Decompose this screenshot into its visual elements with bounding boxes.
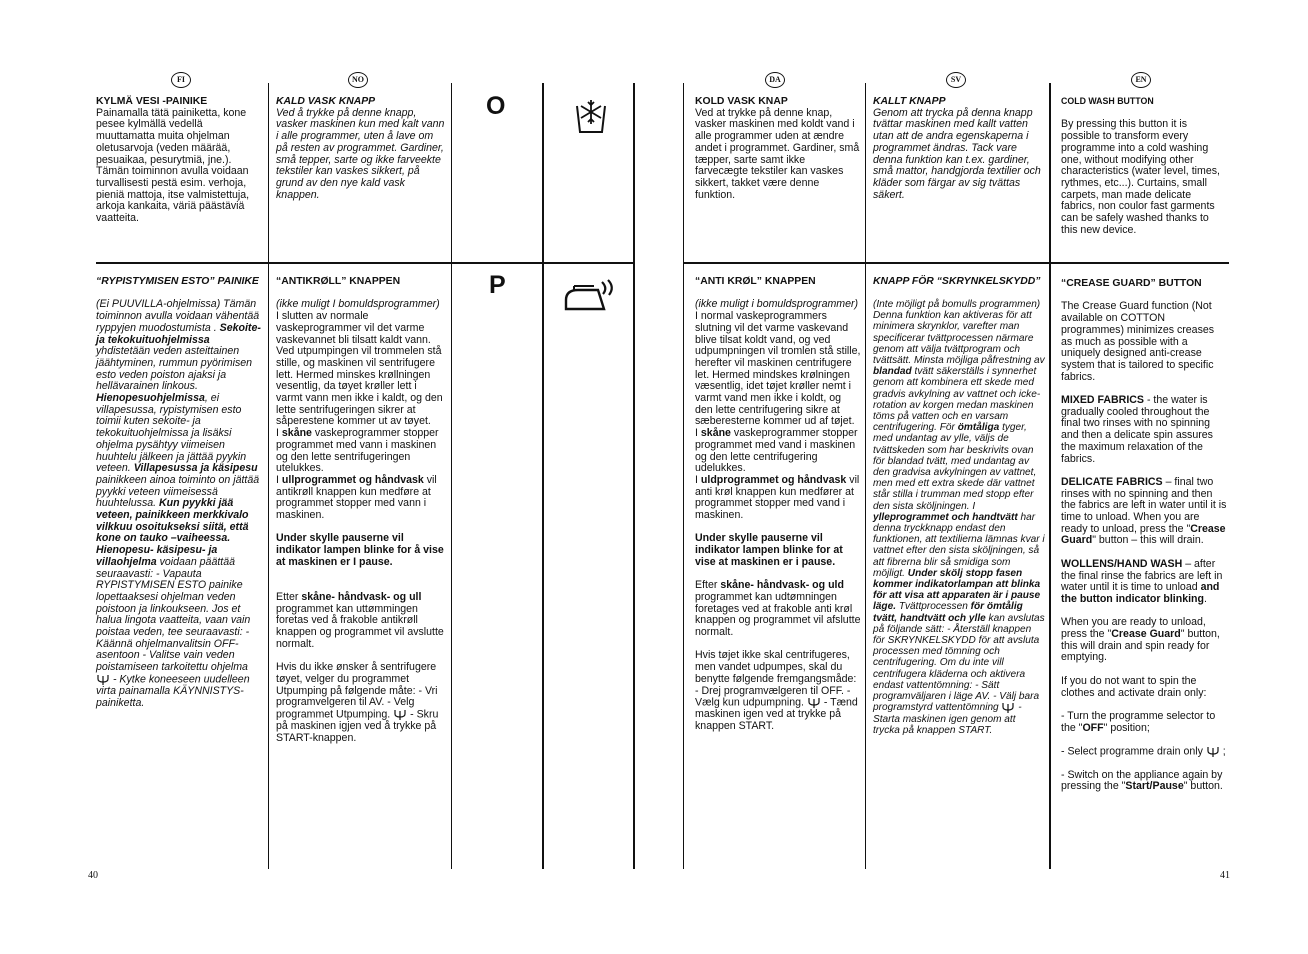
divider xyxy=(633,83,635,869)
en-paragraph: If you do not want to spin the clothes and activate drain only: xyxy=(1061,674,1207,699)
en-bottom-title: “CREASE GUARD” BUTTON xyxy=(1061,278,1202,289)
no-bottom-title: “ANTIKRØLL” KNAPPEN xyxy=(276,276,401,287)
no-paragraph: I slutten av normale vaskeprogrammer vil det varme vaskevannet bli tilsatt kaldt vann. Ved utpumpingen vil trommelen stå stille, og maskinen vil sentrifugere lett. Hermed minskes krøllningen vesentlig, da tøyet krøller lett i varmt vann men ikke i kaldt, og den lette sentrifugeringen sikrer at såperestene kommer ut av tøyet. xyxy=(276,310,443,428)
da-top-title: KOLD VASK KNAP xyxy=(695,96,788,107)
column-no-bottom xyxy=(276,276,446,744)
divider xyxy=(683,83,684,869)
en-paragraph: The Crease Guard function (Not available on COTTON programmes) minimizes creases as much as possible with a uniquely designed anti-crease system that is tailored to specific fabrics. xyxy=(1061,300,1215,383)
column-sv-bottom xyxy=(873,276,1045,736)
no-top-body: Ved å trykke på denne knapp, vasker maskinen kun med kalt vann i alle programmer, uten å lave om på resten av programmet. Gardiner, små tepper, sarte og ikke farveekte tekstiler kan vaskes sikkert, på grund av den nye kald vask knappen. xyxy=(276,106,445,201)
language-badge-no: NO xyxy=(348,72,368,88)
da-top-body: Ved at trykke på denne knap, vasker maskinen med koldt vand i alle programmer uden at ændre andet i programmet. Gardiner, små tæpper, sarte samt ikke farvecægte tekstiler kan vaskes sikkert, takket være denne funktion. xyxy=(695,106,860,201)
sv-top-body: Genom att trycka på denna knapp tvättar maskinen med kallt vatten utan att de andra egenskaperna i programmet ändras. Tack vare denna funktion kan t.ex. gardiner, små mattor, handgjorda textilier och kläder som färgar av sig tvättas säkert. xyxy=(873,106,1041,201)
divider xyxy=(865,83,866,869)
fi-top-title: KYLMÄ VESI -PAINIKE xyxy=(96,96,208,107)
section-divider xyxy=(96,262,634,264)
sv-paragraph: (Inte möjligt på bomulls programmen) Denna funktion kan aktiveras för att minimera skrynklor, varefter man specificerar tvättprocessen närmare genom att välja tvättprogram och tvättsätt. Minsta möjliga påfrestning av blandad tvätt säkerställs i synnerhet genom att kombinera ett skede med gradvis avkylning av vattnet och icke-rotation av korgen medan maskinen töms på vatten och en varsam centrifugering. För ömtåliga tyger, med undantag av ylle, väljs de tvättskeden som har beskrivits ovan för blandad tvätt, med undantag av den gradvisa avkylningen av vattnet, men med ett extra skede där vattnet står stilla i trumman med stopp efter den sista sköljningen. I ylleprogrammet och handtvätt har denna tryckknapp endast den funktionen, att textilierna lämnas kvar i vattnet efter den sista sköljningen, så att fibrerna blir så smidiga som möjligt. Under skölj stopp fasen kommer indikatorlampan att blinka för att visa att apparaten är i pause läge. Tvättprocessen för ömtålig tvätt, handtvätt och ylle kan avslutas på följande sätt: - Återställ knappen för SKRYNKELSKYDD för att avsluta processen med tömning och centrifugering. Om du inte vill centrifugera kläderna och aktivera endast vattentömning: - Sätt programväljaren i läge AV. - Välj bara programstyrd vattentömning - Starta maskinen igen genom att trycka på knappen START. xyxy=(873,298,1045,736)
en-paragraph: When you are ready to unload, press the "Crease Guard" button, this will drain and spin ready for emptying. xyxy=(1061,616,1220,664)
en-paragraph: WOLLENS/HAND WASH – after the final rinse the fabrics are left in water until it is time to unload and the button indicator blinking. xyxy=(1061,557,1223,605)
no-paragraph: I ullprogrammet og håndvask vil antikrøll knappen kun medføre at programmet stopper med vann i maskinen. xyxy=(276,473,437,522)
column-da-bottom xyxy=(695,276,861,733)
button-letter-crease: P xyxy=(489,271,506,299)
divider xyxy=(268,83,269,869)
en-paragraph: - Turn the programme selector to the "OFF" position; xyxy=(1061,709,1216,734)
iron-icon xyxy=(562,278,620,314)
fi-top-body: Painamalla tätä painiketta, kone pesee kylmällä vedellä muuttamatta muita ohjelman oletusarvoja (veden määrää, pesuaikaa, pesurytmiä, jne.). Tämän toiminnon avulla voidaan turvallisesti pestä esim. verhoja, pieniä mattoja, itse valmistettuja, arkoja kankaita, väriä päästäviä vaatteita. xyxy=(96,106,250,225)
drain-icon xyxy=(1001,702,1015,713)
en-paragraph: - Switch on the appliance again by pressing the "Start/Pause" button. xyxy=(1061,768,1223,793)
column-da xyxy=(695,96,861,201)
divider xyxy=(542,83,544,869)
sv-top-title: KALLT KNAPP xyxy=(873,96,946,107)
fi-paragraph: (Ei PUUVILLA-ohjelmissa) Tämän toiminnon avulla voidaan vähentää ryppyjen muodostumista . Sekoite- ja tekokuituohjelmissa yhdistetään veden asteittainen jäähtyminen, rummun pyörimisen esto veden poiston ajaksi ja hellävarainen linkous. Hienopesuohjelmissa, ei villapesussa, rypistymisen esto toimii kuten sekoite- ja tekokuituohjelmissa ja lisäksi ohjelma pysähtyy viimeisen huuhtelu jälkeen ja jättää pyykin veteen. Villapesussa ja käsipesu painikkeen ainoa toiminto on jättää pyykki veteen viimeisessä huuhtelussa. Kun pyykki jää veteen, painikkeen merkkivalo vilkkuu osoitukseksi siitä, että kone on tauko –vaiheessa. Hienopesu- käsipesu- ja villaohjelma voidaan päättää seuraavasti: - Vapauta RYPISTYMISEN ESTO painike lopettaaksesi ohjelman veden poistoon ja linkoukseen. Jos et halua lingota vaatteita, vaan vain poistaa veden, tee seuraavasti: - Käännä ohjelmanvalitsin OFF-asentoon - Valitse vain veden poistamiseen tarkoitettu ohjelma - Kytke koneeseen uudelleen virta painamalla KÄYNNISTYS-painiketta. xyxy=(96,298,261,709)
no-paragraph: Etter skåne- håndvask- og ull programmet kan uttømmingen foretas ved å frakoble antikrøll knappen og programmet vil avslutte normalt. xyxy=(276,590,444,650)
en-paragraph: - Select programme drain only ; xyxy=(1061,745,1226,758)
language-badge-fi: FI xyxy=(171,72,191,88)
en-top-body: By pressing this button it is possible to transform every programme into a cold washing one, without modifying other characteristics (water level, times, rythmes, etc...). Curtains, small carpets, man made delicate fabrics, non coulor fast garments can be safely washed thanks to this new device. xyxy=(1061,118,1220,236)
divider xyxy=(451,83,452,869)
no-note: (ikke muligt I bomuldsprogrammer) xyxy=(276,298,440,311)
drain-icon xyxy=(1206,746,1220,757)
divider xyxy=(1049,83,1051,869)
column-fi-bottom xyxy=(96,276,264,709)
column-sv xyxy=(873,96,1045,201)
no-paragraph: I skåne vaskeprogrammer stopper programmet med vann i maskinen og den lette sentrifugeringen utelukkes. xyxy=(276,427,439,475)
column-en-bottom xyxy=(1061,278,1227,793)
da-bottom-title: “ANTI KRØL” KNAPPEN xyxy=(695,276,816,287)
page-number-right: 41 xyxy=(1220,870,1230,881)
da-paragraph: Efter skåne- håndvask- og uld programmet kan udtømningen foretages ved at frakoble anti krøl knappen og programmet vil afslutte normalt. xyxy=(695,579,861,639)
da-paragraph: Under skylle pauserne vil indikator lampen blinke for at vise at maskinen er i pause. xyxy=(695,532,843,568)
en-top-title: COLD WASH BUTTON xyxy=(1061,96,1154,106)
drain-icon xyxy=(96,674,110,685)
no-top-title: KALD VASK KNAPP xyxy=(276,96,376,107)
snowflake-basin-icon xyxy=(574,96,608,136)
column-no xyxy=(276,96,446,201)
column-en xyxy=(1061,96,1227,236)
no-paragraph: Under skylle pauserne vil indikator lampen blinke for å vise at maskinen er I pause. xyxy=(276,532,444,568)
drain-icon xyxy=(807,697,821,708)
da-note: (ikke muligt i bomuldsprogrammer) xyxy=(695,298,859,311)
no-paragraph: Hvis du ikke ønsker å sentrifugere tøyet, velger du programmet Utpumping på følgende måte: - Vri programvelgeren til AV. - Velg programmet Utpumping. - Skru på maskinen igjen ved å trykke på START-knappen. xyxy=(276,661,439,744)
language-badge-da: DA xyxy=(765,72,785,88)
sv-bottom-title: KNAPP FÖR “SKRYNKELSKYDD” xyxy=(873,276,1041,287)
section-divider xyxy=(683,262,1229,264)
en-paragraph: DELICATE FABRICS – final two rinses with no spinning and then the fabrics are left in water until it is time to unload. When you are ready to unload, press the "Crease Guard" button – this will drain. xyxy=(1061,475,1227,547)
en-paragraph: MIXED FABRICS - the water is gradually cooled throughout the final two rinses with no spinning and then a delicate spin assures the maximum relaxation of the fabrics. xyxy=(1061,394,1213,465)
fi-bottom-title: “RYPISTYMISEN ESTO” PAINIKE xyxy=(96,276,259,287)
drain-icon xyxy=(393,709,407,720)
page-number-left: 40 xyxy=(88,870,98,881)
button-letter-cold: O xyxy=(486,92,506,120)
da-paragraph: I skåne vaskeprogrammer stopper programmet med vand i maskinen og den lette centrifugering udelukkes. xyxy=(695,427,858,475)
da-paragraph: I uldprogrammet og håndvask vil anti krøl knappen kun medfører at programmet stopper med vand i maskinen. xyxy=(695,473,860,522)
column-fi xyxy=(96,96,264,225)
da-paragraph: I normal vaskeprogrammers slutning vil det varme vaskevand blive tilsat koldt vand, og ved udpumpningen vil tromlen stå stille, herefter vil maskinen centrifugere let. Hermed mindskes krølningen væsentlig, idet tøjet krøller nemt i varmt vand men ikke i koldt, og den lette centrifugering sikre at sæberesterne kommer ud af tøjet. xyxy=(695,310,861,428)
da-paragraph: Hvis tøjet ikke skal centrifugeres, men vandet udpumpes, skal du benytte følgende fremgangsmåde: - Drej programvælgeren til OFF. - Vælg kun udpumpning. - Tænd maskinen igen ved at trykke på knappen START. xyxy=(695,649,858,732)
language-badge-sv: SV xyxy=(946,72,966,88)
language-badge-en: EN xyxy=(1131,72,1151,88)
